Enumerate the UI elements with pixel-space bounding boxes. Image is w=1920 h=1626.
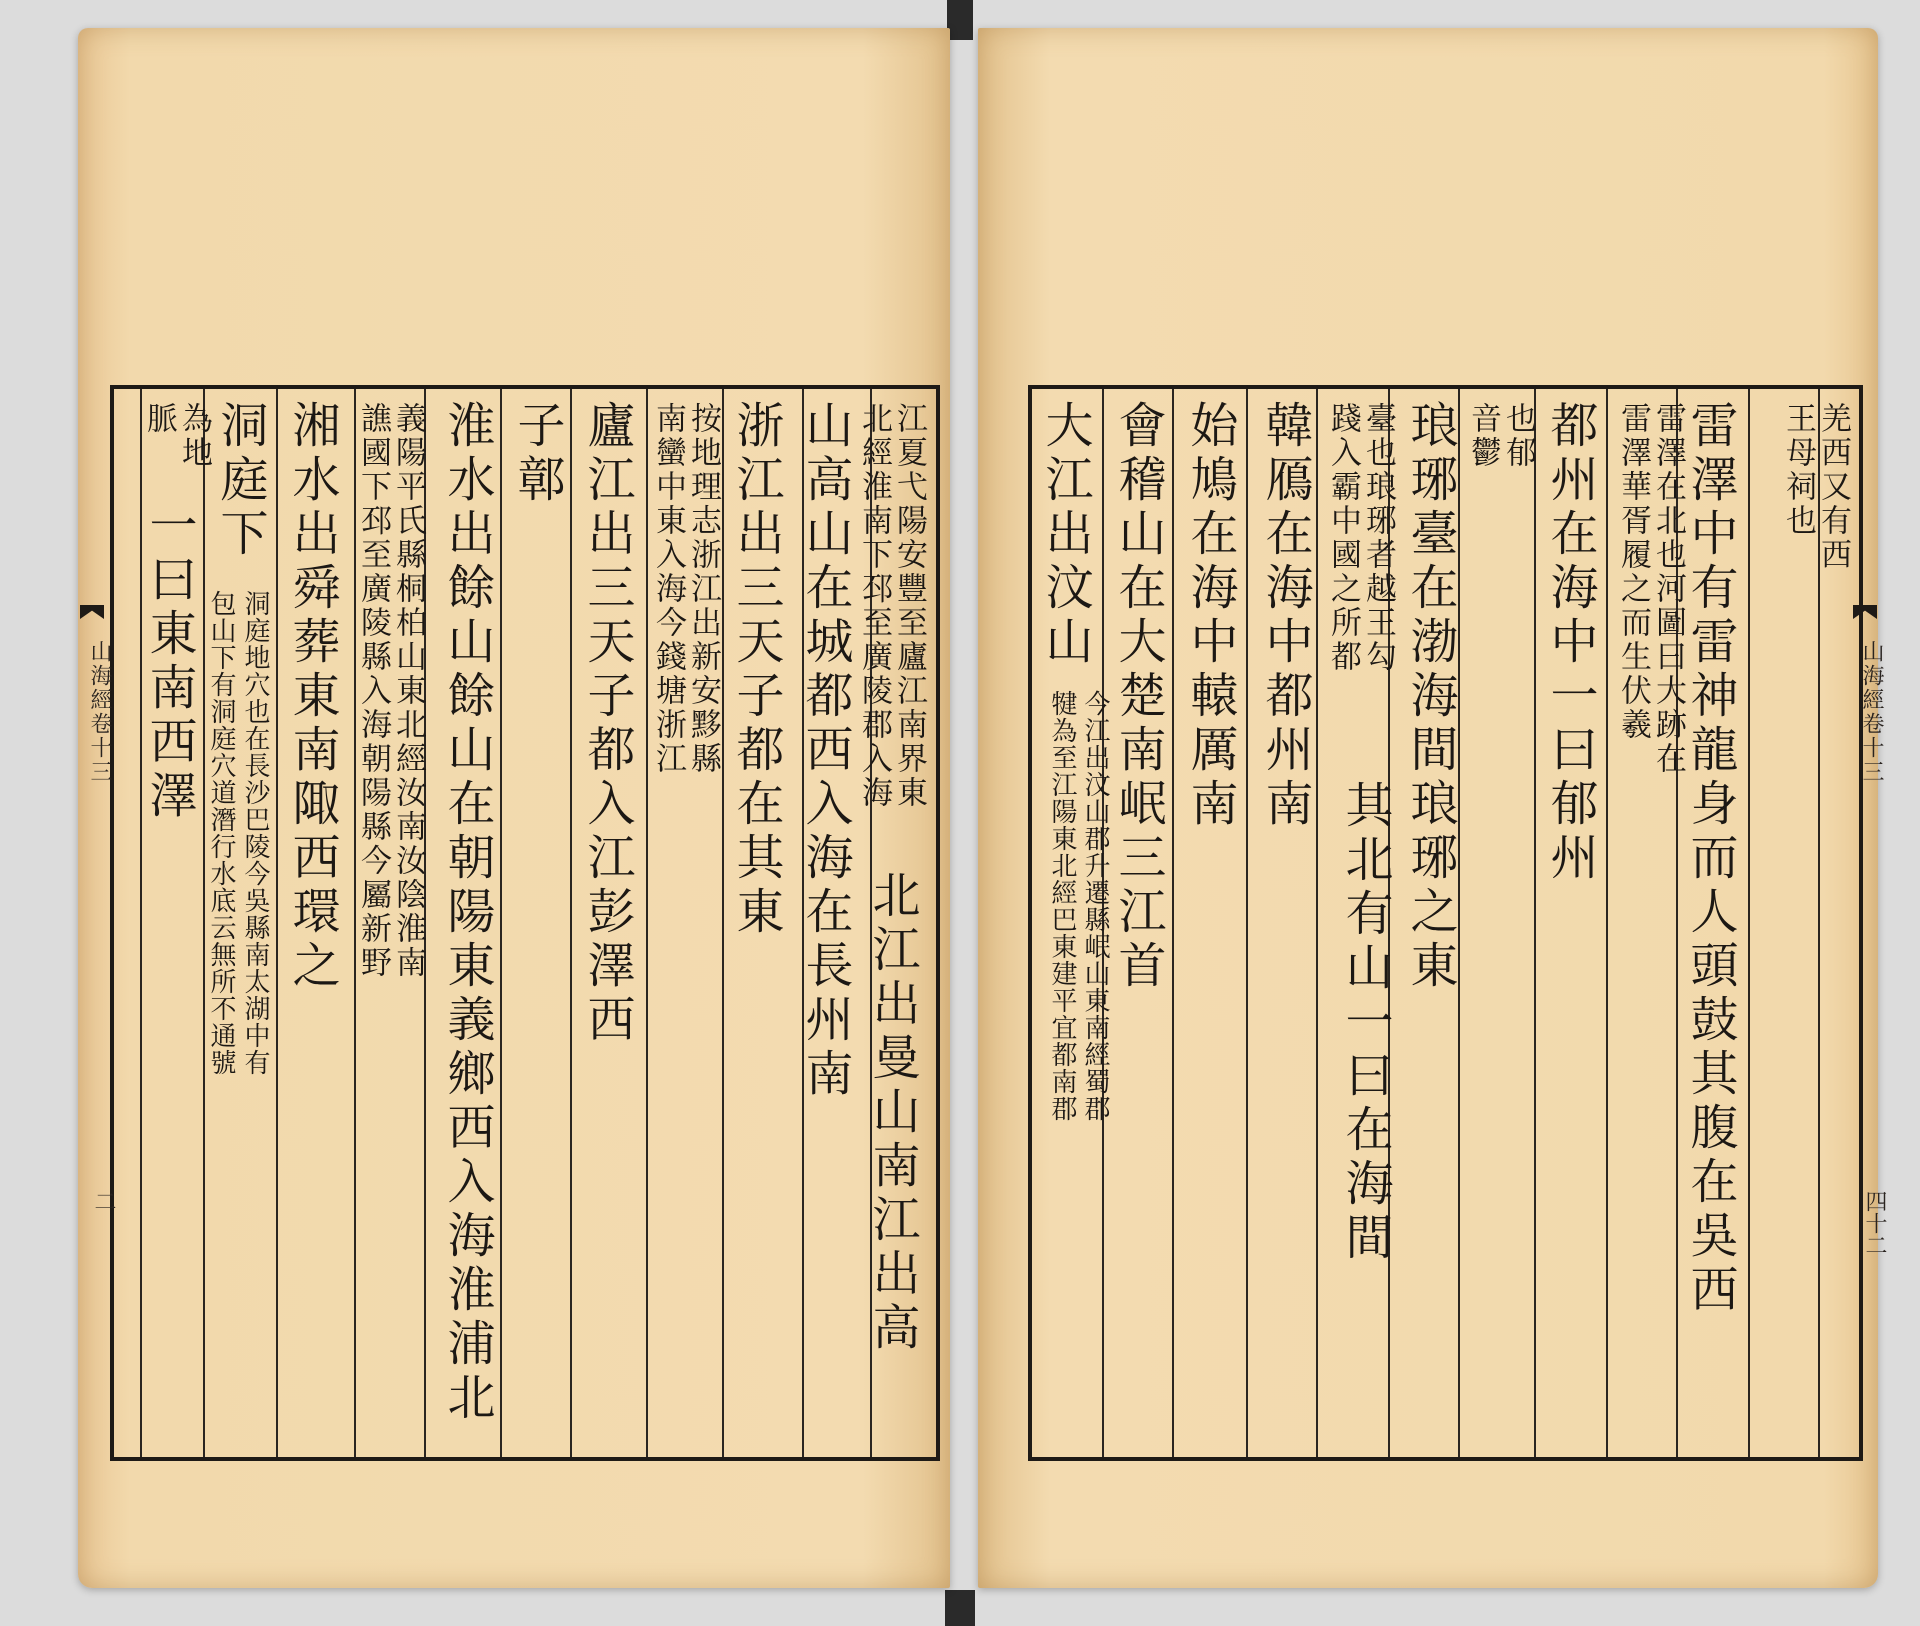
column-rule [203,389,205,1457]
text-right-col10: 始鳩在海中轅厲南 [1182,400,1238,832]
right-margin-page-number: 四十二 [1862,1190,1887,1256]
right-margin-title: 山海經卷十三 [1859,640,1884,784]
note-left-col3b: 南蠻中東入海今錢塘浙江 [650,402,686,776]
column-rule [1172,389,1174,1457]
note-right-col1b: 王母祠也 [1780,402,1816,538]
text-left-col3: 浙江出三天子都在其東 [728,400,784,940]
note-right-col1a: 羌西又有西 [1815,402,1851,572]
column-rule [1316,389,1318,1457]
column-rule [1748,389,1750,1457]
note-right-col12a: 今江出汶山郡升遷縣岷山東南經蜀郡 [1080,690,1110,1122]
text-left-col2: 山高山在城都西入海在長州南 [797,400,853,1102]
text-right-col2: 雷澤中有雷神龍身而人頭鼓其腹在吳西 [1682,400,1738,1318]
left-margin-page-number: 二 [91,1190,116,1212]
book-spine-bottom [945,1590,975,1626]
text-left-col10: 洞庭下 [212,400,268,562]
note-left-col8b: 譙國下邳至廣陵縣入海朝陽縣今屬新野 [355,402,391,980]
text-right-col12: 大江出汶山 [1037,400,1093,670]
note-right-col5a: 也郁 [1500,402,1536,470]
note-left-col11a: 為地 [176,402,212,470]
text-left-col7: 淮水出餘山餘山在朝陽東義鄉西入海淮浦北 [439,400,495,1426]
note-left-col11b: 脈 [141,402,177,436]
note-left-col10a: 洞庭地穴也在長沙巴陵今吳縣南太湖中有 [240,590,270,1076]
book-spine-top [947,0,973,40]
note-left-col1a: 江夏弋陽安豐至廬江南界東 [891,402,927,810]
text-right-col6: 琅琊臺在渤海間琅琊之東 [1402,400,1458,994]
column-rule [1534,389,1536,1457]
text-left-col5: 廬江出三天子都入江彭澤西 [579,400,635,1048]
left-margin-title: 山海經卷十三 [87,640,112,784]
column-rule [276,389,278,1457]
text-right-col11: 會稽山在大楚南岷三江首 [1110,400,1166,994]
text-left-col9: 湘水出舜葬東南陬西環之 [284,400,340,994]
text-right-col9: 韓鴈在海中都州南 [1257,400,1313,832]
note-left-col8a: 義陽平氏縣桐柏山東北經汝南汝陰淮南 [390,402,426,980]
note-right-col3b: 雷澤華胥履之而生伏羲 [1615,402,1651,742]
note-right-col5b: 音鬱 [1465,402,1501,470]
text-left-col1: 北江出曼山南江出高 [864,870,920,1356]
text-left-col11: 一曰東南西澤 [141,500,197,824]
note-right-col7b: 踐入霸中國之所都 [1325,402,1361,674]
note-left-col1b: 北經淮南下邳至廣陵郡入海 [856,402,892,810]
note-left-col3a: 按地理志浙江出新安黟縣 [685,402,721,776]
column-rule [1606,389,1608,1457]
column-rule [1246,389,1248,1457]
column-rule [722,389,724,1457]
note-right-col12b: 犍為至江陽東北經巴東建平宜都南郡 [1047,690,1077,1122]
text-right-col4: 都州在海中一曰郁州 [1542,400,1598,886]
text-right-col8: 其北有山一曰在海間 [1337,780,1393,1266]
note-right-col3a: 雷澤在北也河圖曰大跡在 [1650,402,1686,776]
column-rule [646,389,648,1457]
column-rule [570,389,572,1457]
note-left-col10b: 包山下有洞庭穴道潛行水底云無所不通號 [206,590,236,1076]
column-rule [500,389,502,1457]
text-left-col6: 子鄣 [509,400,565,508]
note-right-col7a: 臺也琅琊者越王勾 [1360,402,1396,674]
